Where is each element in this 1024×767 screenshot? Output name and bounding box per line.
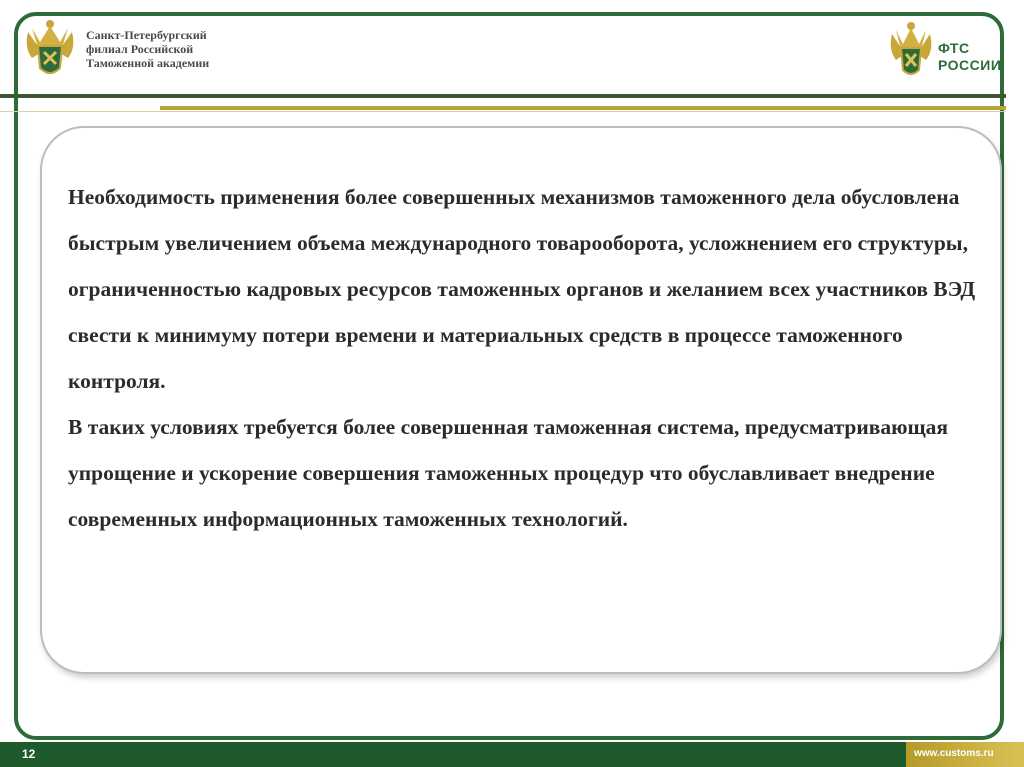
customs-eagle-emblem-icon bbox=[22, 18, 78, 80]
paragraph: Необходимость применения более совершенных механизмов таможенного дела обусловлена быстрым увеличением объема международного товарооборота, усложнением его структуры, ограниченностью кадровых ресурсов таможенных органов и желанием всех участников ВЭД свести к минимуму потери времени и материальных средств в процессе таможенного контроля. bbox=[68, 185, 976, 393]
footer-url[interactable]: www.customs.ru bbox=[914, 748, 994, 759]
footer-bar bbox=[0, 742, 1024, 767]
header-divider-light bbox=[0, 111, 1006, 112]
fts-logo-text bbox=[938, 40, 1001, 74]
fts-logo-line: ФТС bbox=[938, 40, 970, 56]
page-number: 12 bbox=[22, 747, 36, 761]
institution-title-line: Санкт-Петербургский bbox=[86, 28, 207, 42]
fts-eagle-emblem-icon bbox=[888, 20, 934, 80]
main-text bbox=[68, 174, 978, 542]
header-divider-gold bbox=[160, 106, 1006, 110]
paragraph: В таких условиях требуется более совершенная таможенная система, предусматривающая упрощение и ускорение совершения таможенных процедур что обуславливает внедрение современных информационных таможенных технологий. bbox=[68, 415, 949, 531]
institution-title-line: Таможенной академии bbox=[86, 56, 210, 70]
institution-title bbox=[86, 28, 256, 70]
institution-title-line: филиал Российской bbox=[86, 42, 194, 56]
fts-logo-line: РОССИИ bbox=[938, 57, 1002, 73]
header-divider-dark bbox=[0, 94, 1006, 98]
